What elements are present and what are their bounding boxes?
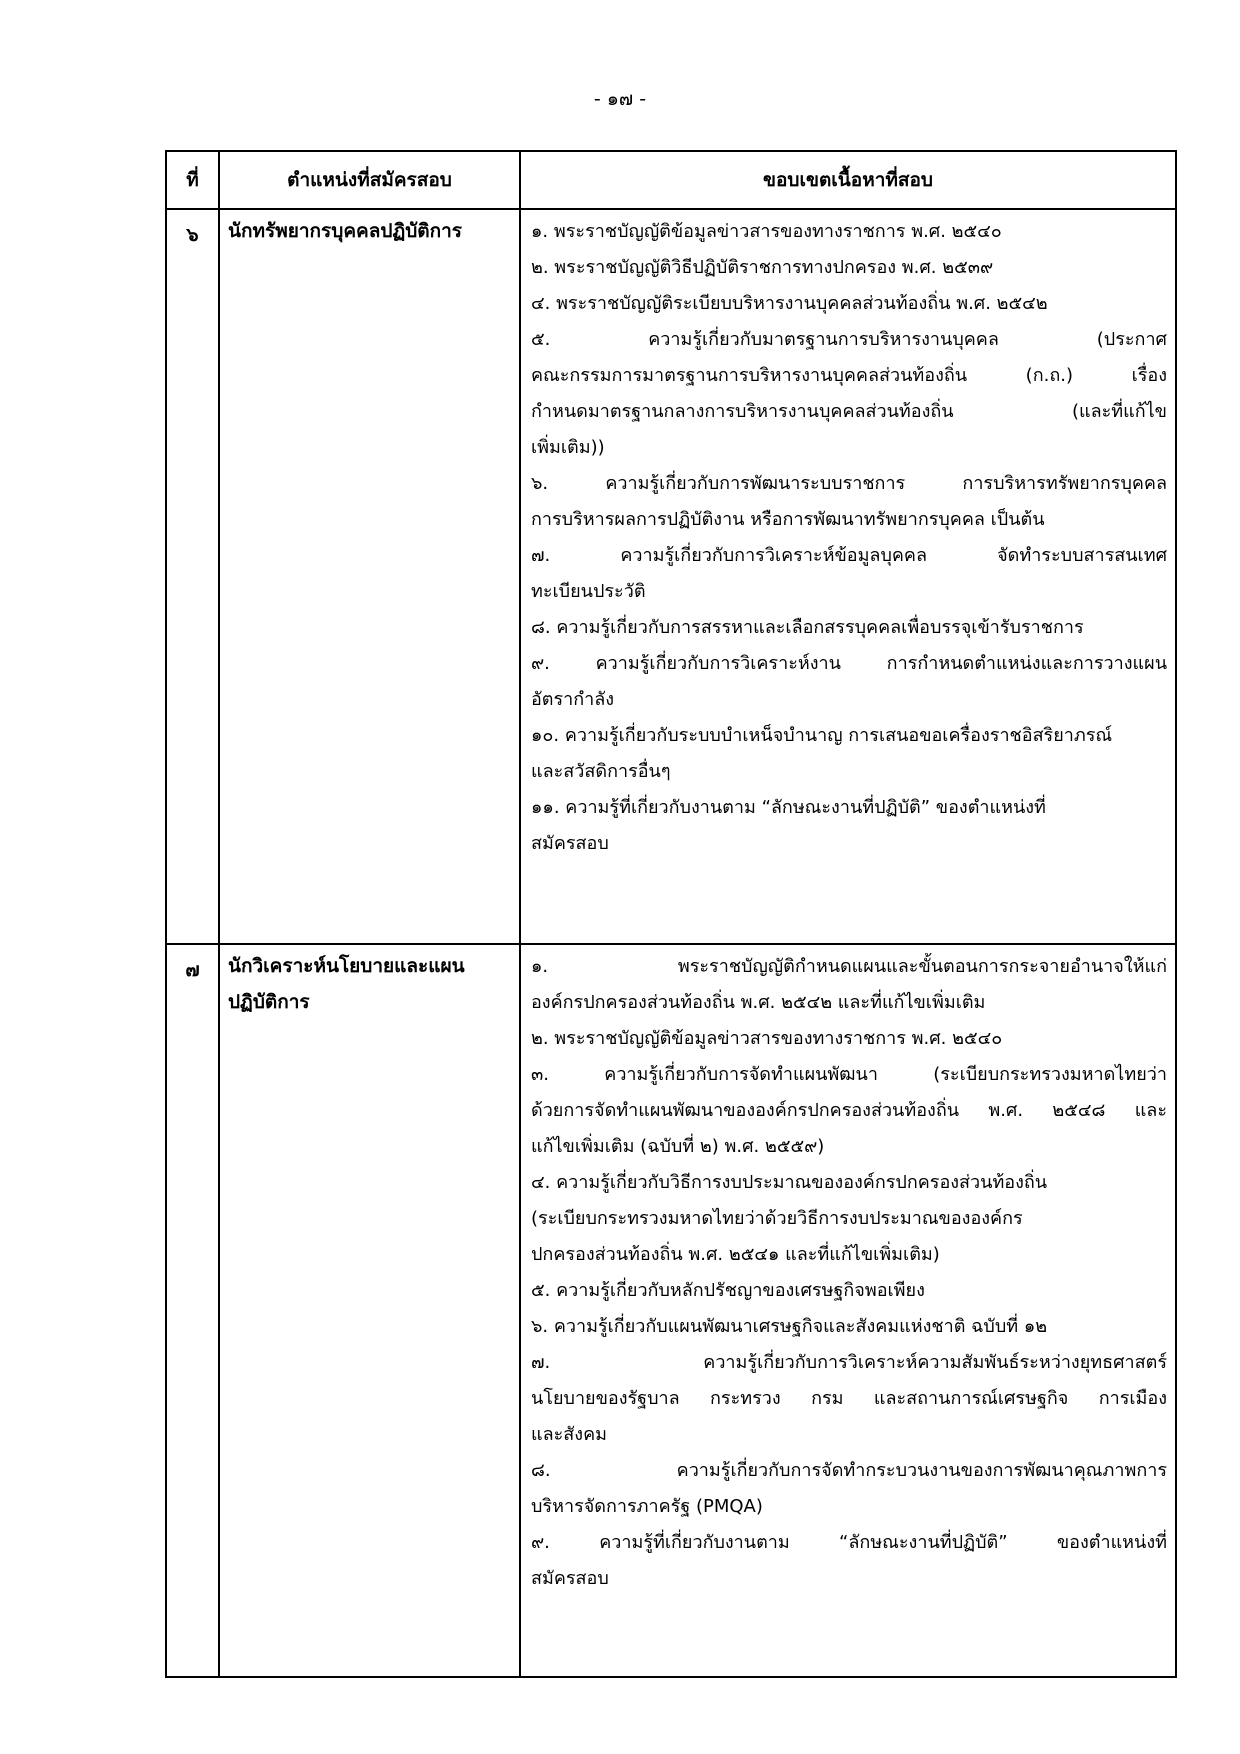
scope-line: และสวัสดิการอื่นๆ xyxy=(531,761,671,782)
scope-line: สมัครสอบ xyxy=(531,833,609,854)
scope-line: ๙. ความรู้ที่เกี่ยวกับงานตาม “ลักษณะงานที่ปฏิบัติ” ของตำแหน่งที่ xyxy=(531,1532,1167,1553)
scope-line: การบริหารผลการปฏิบัติงาน หรือการพัฒนาทรัพยากรบุคคล เป็นต้น xyxy=(531,509,1045,530)
position-cell xyxy=(219,944,520,1677)
scope-line: องค์กรปกครองส่วนท้องถิ่น พ.ศ. ๒๕๔๒ และที่แก้ไขเพิ่มเติม xyxy=(531,992,986,1013)
row-number: ๖ xyxy=(166,209,219,944)
scope-line: ๖. ความรู้เกี่ยวกับการพัฒนาระบบราชการ การบริหารทรัพยากรบุคคล xyxy=(531,473,1167,494)
scope-line: กำหนดมาตรฐานกลางการบริหารงานบุคคลส่วนท้องถิ่น (และที่แก้ไข xyxy=(531,401,1167,422)
scope-line: ๓. ความรู้เกี่ยวกับการจัดทำแผนพัฒนา (ระเบียบกระทรวงมหาดไทยว่า xyxy=(531,1064,1167,1085)
scope-line: ทะเบียนประวัติ xyxy=(531,581,646,602)
scope-line: ๑๑. ความรู้ที่เกี่ยวกับงานตาม “ลักษณะงานที่ปฏิบัติ” ของตำแหน่งที่ xyxy=(531,797,1046,818)
scope-line: ๒. พระราชบัญญัติข้อมูลข่าวสารของทางราชการ พ.ศ. ๒๕๔๐ xyxy=(531,1028,1003,1049)
position-cell xyxy=(219,209,520,944)
header-number: ที่ xyxy=(166,151,219,209)
scope-line: คณะกรรมการมาตรฐานการบริหารงานบุคคลส่วนท้องถิ่น (ก.ถ.) เรื่อง xyxy=(531,365,1167,386)
scope-line: บริหารจัดการภาครัฐ (PMQA) xyxy=(531,1496,763,1517)
header-scope: ขอบเขตเนื้อหาที่สอบ xyxy=(520,151,1176,209)
scope-line: ๑๐. ความรู้เกี่ยวกับระบบบำเหน็จบำนาญ การเสนอขอเครื่องราชอิสริยาภรณ์ xyxy=(531,725,1113,746)
table-header-row xyxy=(166,151,1176,209)
position-line: นักวิเคราะห์นโยบายและแผน xyxy=(228,955,465,977)
scope-line: แก้ไขเพิ่มเติม (ฉบับที่ ๒) พ.ศ. ๒๕๕๙) xyxy=(531,1136,825,1157)
scope-line: สมัครสอบ xyxy=(531,1568,609,1589)
scope-line: และสังคม xyxy=(531,1424,607,1445)
scope-line: ๘. ความรู้เกี่ยวกับการจัดทำกระบวนงานของการพัฒนาคุณภาพการ xyxy=(531,1460,1167,1481)
scope-line: ๖. ความรู้เกี่ยวกับแผนพัฒนาเศรษฐกิจและสังคมแห่งชาติ ฉบับที่ ๑๒ xyxy=(531,1316,1048,1337)
scope-cell xyxy=(520,209,1176,944)
table-row xyxy=(166,209,1176,944)
scope-line: ๗. ความรู้เกี่ยวกับการวิเคราะห์ความสัมพันธ์ระหว่างยุทธศาสตร์ xyxy=(531,1352,1167,1373)
scope-cell xyxy=(520,944,1176,1677)
scope-line: นโยบายของรัฐบาล กระทรวง กรม และสถานการณ์เศรษฐกิจ การเมือง xyxy=(531,1388,1167,1409)
scope-line: (ระเบียบกระทรวงมหาดไทยว่าด้วยวิธีการงบประมาณขององค์กร xyxy=(531,1208,1023,1229)
row-number: ๗ xyxy=(166,944,219,1677)
scope-line: ๘. ความรู้เกี่ยวกับการสรรหาและเลือกสรรบุคคลเพื่อบรรจุเข้ารับราชการ xyxy=(531,617,1084,638)
scope-line: ปกครองส่วนท้องถิ่น พ.ศ. ๒๕๔๑ และที่แก้ไขเพิ่มเติม) xyxy=(531,1244,940,1265)
scope-line: เพิ่มเติม)) xyxy=(531,437,605,458)
scope-line: ๕. ความรู้เกี่ยวกับมาตรฐานการบริหารงานบุคคล (ประกาศ xyxy=(531,329,1167,350)
exam-scope-table xyxy=(165,150,1177,1678)
scope-line: ๔. ความรู้เกี่ยวกับวิธีการงบประมาณขององค์กรปกครองส่วนท้องถิ่น xyxy=(531,1172,1048,1193)
scope-line: ด้วยการจัดทำแผนพัฒนาขององค์กรปกครองส่วนท้องถิ่น พ.ศ. ๒๕๔๘ และ xyxy=(531,1100,1167,1121)
scope-line: ๑. พระราชบัญญัติข้อมูลข่าวสารของทางราชการ พ.ศ. ๒๕๔๐ xyxy=(531,221,1002,242)
position-line: ปฏิบัติการ xyxy=(228,991,310,1013)
header-position: ตำแหน่งที่สมัครสอบ xyxy=(219,151,520,209)
scope-line: อัตรากำลัง xyxy=(531,689,615,710)
scope-line: ๗. ความรู้เกี่ยวกับการวิเคราะห์ข้อมูลบุคคล จัดทำระบบสารสนเทศ xyxy=(531,545,1167,566)
scope-line: ๙. ความรู้เกี่ยวกับการวิเคราะห์งาน การกำหนดตำแหน่งและการวางแผน xyxy=(531,653,1167,674)
scope-line: ๔. พระราชบัญญัติระเบียบบริหารงานบุคคลส่วนท้องถิ่น พ.ศ. ๒๕๔๒ xyxy=(531,293,1048,314)
table-row xyxy=(166,944,1176,1677)
scope-line: ๕. ความรู้เกี่ยวกับหลักปรัชญาของเศรษฐกิจพอเพียง xyxy=(531,1280,925,1301)
scope-line: ๒. พระราชบัญญัติวิธีปฏิบัติราชการทางปกครอง พ.ศ. ๒๕๓๙ xyxy=(531,257,994,278)
position-line: นักทรัพยากรบุคคลปฏิบัติการ xyxy=(228,220,462,242)
page-number: - ๑๗ - xyxy=(593,88,647,110)
scope-line: ๑. พระราชบัญญัติกำหนดแผนและขั้นตอนการกระจายอำนาจให้แก่ xyxy=(531,956,1167,977)
